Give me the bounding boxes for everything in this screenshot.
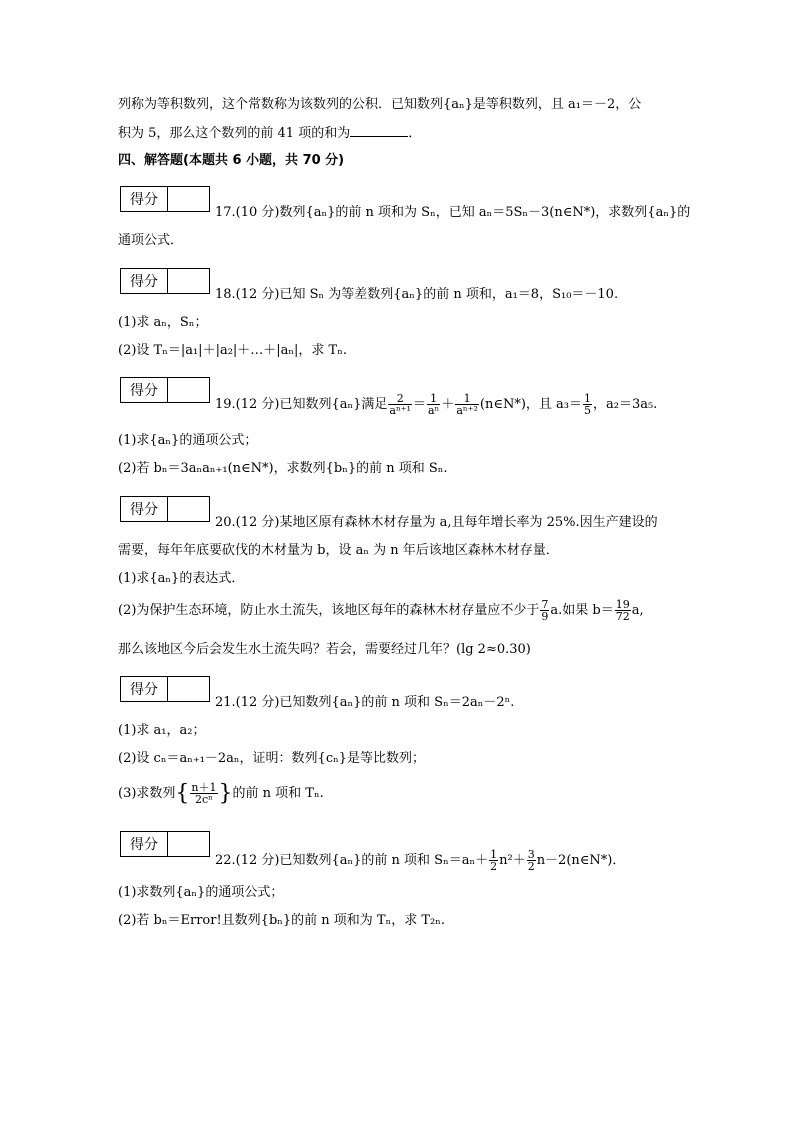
answer-blank [350, 124, 408, 137]
q20-part-1: (1)求{aₙ}的表达式． [118, 571, 245, 586]
q20-part-2-lead: (2)为保护生态环境，防止水土流失，该地区每年的森林木材存量应不少于 [118, 603, 540, 618]
q19-fraction-3 [455, 393, 479, 416]
q22-lead: 22.(12 分)已知数列{aₙ}的前 n 项和 Sₙ＝aₙ＋ [215, 853, 489, 868]
q22-part-1: (1)求数列{aₙ}的通项公式； [118, 885, 284, 900]
section-heading: 四、解答题(本题共 6 小题，共 70 分) [118, 153, 345, 168]
intro-line-2-end: ． [408, 126, 422, 141]
score-label: 得分 [121, 832, 168, 856]
q19-tail: ，a₂＝3a₅. [592, 397, 658, 412]
q19-fraction-1 [388, 393, 412, 416]
q19-fraction-4 [583, 393, 592, 416]
q21-part-1: (1)求 a₁，a₂； [118, 723, 206, 738]
q22-line-1 [215, 849, 625, 872]
fraction-denominator: 2 [527, 860, 535, 873]
right-brace: } [218, 780, 233, 806]
score-blank [168, 378, 209, 402]
q20-part-2 [118, 599, 644, 622]
q21-line-1: 21.(12 分)已知数列{aₙ}的前 n 项和 Sₙ＝2aₙ－2ⁿ. [215, 695, 515, 710]
q19-line-1 [215, 393, 657, 416]
q21-part-3-lead: (3)求数列 [118, 786, 176, 801]
fraction-numerator: 3 [527, 848, 535, 861]
q20-line-3: 那么该地区今后会发生水土流失吗？若会，需要经过几年？(lg 2≈0.30) [118, 642, 531, 657]
score-label: 得分 [121, 497, 168, 521]
left-brace: { [175, 780, 190, 806]
fraction-numerator: 2 [388, 393, 412, 405]
q20-fraction-1 [540, 599, 549, 622]
score-label: 得分 [121, 187, 168, 211]
fraction-numerator: 19 [615, 598, 630, 611]
q19-part-1: (1)求{aₙ}的通项公式； [118, 433, 258, 448]
q22-part-2: (2)若 bₙ＝Error!且数列{bₙ}的前 n 项和为 Tₙ，求 T₂ₙ. [118, 913, 445, 928]
fraction-denominator: 9 [541, 610, 549, 623]
score-box-q19 [120, 377, 210, 403]
q20-fraction-2 [615, 599, 631, 622]
q18-line-1: 18.(12 分)已知 Sₙ 为等差数列{aₙ}的前 n 项和，a₁＝8，S₁₀＝－10. [215, 287, 619, 302]
fraction-denominator: 2cⁿ [195, 793, 213, 806]
fraction-numerator: 1 [490, 848, 498, 861]
fraction-denominator: 72 [615, 610, 630, 623]
plus-sign: ＋ [441, 397, 455, 412]
score-label: 得分 [121, 269, 168, 293]
fraction-numerator: 1 [583, 392, 591, 405]
score-label: 得分 [121, 378, 168, 402]
fraction-denominator: 2 [490, 860, 498, 873]
intro-line-2-text: 积为 5，那么这个数列的前 41 项的和为 [118, 126, 351, 141]
fraction-numerator: 1 [455, 393, 479, 405]
q18-part-1: (1)求 aₙ，Sₙ； [118, 315, 208, 330]
q21-part-3 [118, 782, 324, 805]
score-blank [168, 269, 209, 293]
q20-line-2: 需要，每年年底要砍伐的木材量为 b，设 aₙ 为 n 年后该地区森林木材存量． [118, 543, 559, 558]
score-box-q20 [120, 496, 210, 522]
q20-part-2-mid: a.如果 b＝ [550, 603, 614, 618]
fraction-numerator: 7 [541, 598, 549, 611]
score-box-q22 [120, 831, 210, 857]
fraction-denominator: aⁿ⁺¹ [389, 404, 411, 417]
q22-fraction-1 [489, 849, 498, 872]
q21-part-2: (2)设 cₙ＝aₙ₊₁－2aₙ，证明：数列{cₙ}是等比数列； [118, 751, 425, 766]
q19-lead: 19.(12 分)已知数列{aₙ}满足 [215, 397, 388, 412]
q21-fraction [190, 782, 217, 805]
score-box-q18 [120, 268, 210, 294]
q19-fraction-2 [427, 393, 440, 416]
q19-part-2: (2)若 bₙ＝3aₙaₙ₊₁(n∈N*)，求数列{bₙ}的前 n 项和 Sₙ. [118, 461, 448, 476]
q20-part-2-tail: a, [631, 603, 644, 618]
score-blank [168, 187, 209, 211]
q22-fraction-2 [527, 849, 536, 872]
fraction-denominator: aⁿ [427, 404, 440, 417]
q19-condition: (n∈N*)，且 a₃＝ [479, 397, 582, 412]
intro-line-2 [118, 124, 421, 143]
q17-line-1: 17.(10 分)数列{aₙ}的前 n 项和为 Sₙ，已知 aₙ＝5Sₙ－3(n∈N*)，求数列{aₙ}的 [215, 205, 691, 220]
equals-sign: ＝ [412, 397, 426, 412]
fraction-numerator: 1 [427, 393, 440, 405]
score-blank [168, 497, 209, 521]
q20-line-1: 20.(12 分)某地区原有森林木材存量为 a,且每年增长率为 25%.因生产建设的 [215, 515, 658, 530]
q22-mid: n²＋ [499, 853, 526, 868]
score-label: 得分 [121, 677, 168, 701]
q22-tail: n－2(n∈N*)． [536, 853, 626, 868]
intro-line-1: 列称为等积数列，这个常数称为该数列的公积．已知数列{aₙ}是等积数列，且 a₁＝－2，公 [118, 97, 642, 112]
q17-line-2: 通项公式． [118, 233, 184, 248]
q18-part-2: (2)设 Tₙ＝|a₁|＋|a₂|＋…＋|aₙ|，求 Tₙ. [118, 343, 347, 358]
fraction-denominator: aⁿ⁺² [456, 404, 478, 417]
q21-part-3-tail: 的前 n 项和 Tₙ. [232, 786, 324, 801]
score-box-q21 [120, 676, 210, 702]
score-box-q17 [120, 186, 210, 212]
score-blank [168, 832, 209, 856]
fraction-numerator: n＋1 [191, 781, 217, 794]
fraction-denominator: 5 [583, 404, 591, 417]
score-blank [168, 677, 209, 701]
